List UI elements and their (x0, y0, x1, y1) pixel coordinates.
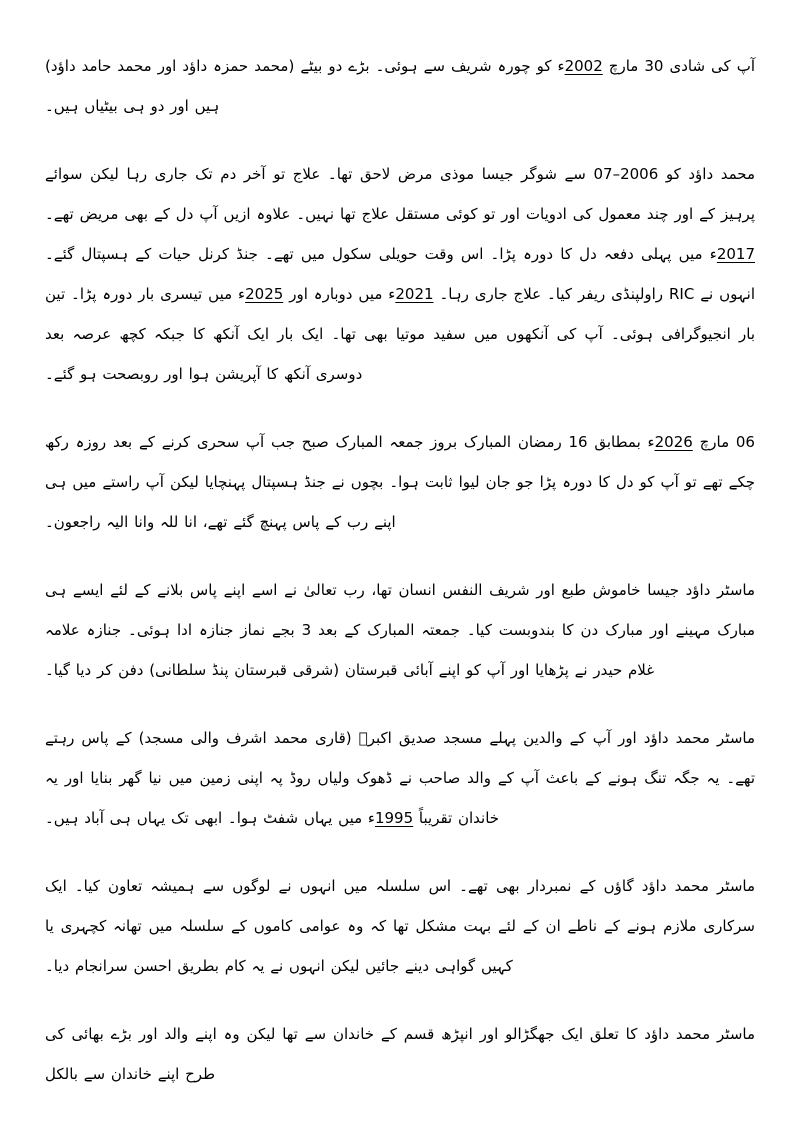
underlined-year: 2025 (245, 285, 284, 303)
text-run: محمد داؤد کو (658, 165, 755, 183)
text-run: ماسٹر داؤد جیسا خاموش طبع اور شریف النفس انسان تھا، رب تعالیٰ نے اسے اپنے پاس بلانے کے لئے ایسے ہی مبارک مہینے اور مبارک دن کا بندوبست کیا۔ جمعتہ المبارک کے بعد 3 بجے نماز جنازہ ادا ہوئی۔ جنازہ علامہ غلام حیدر نے پڑھایا اور آپ کو اپنے آبائی قبرستان (شرقی قبرستان پنڈ سلطانی) دفن کر دیا گیا۔ (45, 581, 755, 679)
paragraph (45, 866, 755, 986)
paragraph (45, 154, 755, 394)
paragraph (45, 718, 755, 838)
paragraph (45, 422, 755, 542)
text-run: ء کو چورہ شریف سے ہوئی۔ بڑے دو بیٹے (محمد حمزہ داؤد اور محمد حامد داؤد) ہیں اور دو ہی بیٹیاں ہیں۔ (45, 57, 565, 115)
text-run: ء بمطابق 16 رمضان المبارک بروز جمعہ المبارک صبح جب آپ سحری کرنے کے بعد روزہ رکھ چکے تھے تو آپ کو دل کا دورہ پڑا جو جان لیوا ثابت ہوا۔ بچوں نے جنڈ ہسپتال پہنچایا لیکن آپ راستے میں ہی اپنے رب کے پاس پہنچ گئے تھے، انا للہ وانا الیہ راجعون۔ (45, 433, 755, 531)
paragraph (45, 46, 755, 126)
text-run: 06 مارچ (692, 433, 755, 451)
underlined-year: 2002 (564, 57, 603, 75)
text-run: ماسٹر محمد داؤد اور آپ کے والدین پہلے مسجد صدیق اکبرؓ (قاری محمد اشرف والی مسجد) کے پاس رہتے تھے۔ یہ جگہ تنگ ہونے کے باعث آپ کے والد صاحب نے ڈھوک ولیاں روڈ پہ اپنی زمین میں نیا گھر بنایا اور یہ خاندان تقریباً (45, 729, 755, 827)
text-run: 2006–07 (593, 165, 659, 183)
underlined-year: 2026 (654, 433, 693, 451)
text-run: آپ کی شادی 30 مارچ (602, 57, 756, 75)
text-run: ء میں پہلی دفعہ دل کا دورہ پڑا۔ اس وقت حویلی سکول میں تھے۔ جنڈ کرنل حیات کے ہسپتال گئے۔ انہوں نے RIC راولپنڈی ریفر کیا۔ علاج جاری رہا۔ (45, 245, 755, 303)
text-run: ء میں دوبارہ اور (283, 285, 396, 303)
paragraph (45, 1014, 755, 1094)
underlined-year: 2021 (395, 285, 434, 303)
text-run: ماسٹر محمد داؤد گاؤں کے نمبردار بھی تھے۔ اس سلسلہ میں انہوں نے لوگوں سے ہمیشہ تعاون کیا۔ ایک سرکاری ملازم ہونے کے ناطے ان کے لئے بہت مشکل تھا کہ وہ عوامی کاموں کے سلسلہ میں تھانہ کچہری یا کہیں گواہی دینے جائیں لیکن انہوں نے یہ کام بطریق احسن سرانجام دیا۔ (45, 877, 755, 975)
text-run: سے شوگر جیسا موذی مرض لاحق تھا۔ علاج تو آخر دم تک جاری رہا لیکن سوائے پرہیز کے اور چند معمول کی ادویات اور تو کوئی مستقل علاج تھا نہیں۔ علاوہ ازیں آپ دل کے بھی مریض تھے۔ (45, 165, 755, 223)
document-content (45, 46, 755, 1122)
paragraph (45, 570, 755, 690)
text-run: ء میں تیسری بار دورہ پڑا۔ تین بار انجیوگرافی ہوئی۔ آپ کی آنکھوں میں سفید موتیا بھی تھا۔ ایک بار ایک آنکھ کا جبکہ کچھ عرصہ بعد دوسری آنکھ کا آپریشن ہوا اور روبصحت ہو گئے۔ (45, 285, 755, 383)
text-run: ماسٹر محمد داؤد کا تعلق ایک جھگڑالو اور انپڑھ قسم کے خاندان سے تھا لیکن وہ اپنے والد اور بڑے بھائی کی طرح اپنے خاندان سے بالکل (45, 1025, 755, 1083)
text-run: ء میں یہاں شفٹ ہوا۔ ابھی تک یہاں ہی آباد ہیں۔ (45, 809, 375, 827)
underlined-year: 2017 (716, 245, 755, 263)
underlined-year: 1995 (374, 809, 414, 827)
